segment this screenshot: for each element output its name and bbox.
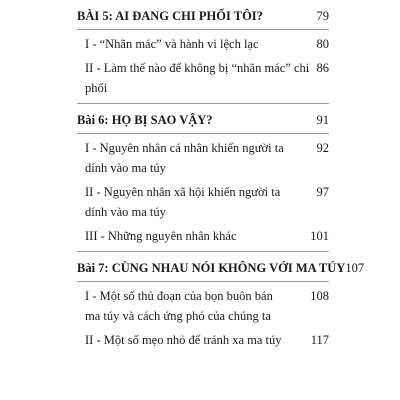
entry-page: 117 <box>310 333 329 347</box>
entry-title: I - “Nhãn mác” và hành vi lệch lạc <box>85 37 259 51</box>
chapter-title: Bài 7: CÙNG NHAU NÓI KHÔNG VỚI MA TÚY <box>77 261 346 275</box>
entry-page: 108 <box>310 289 329 303</box>
chapter-heading <box>77 0 329 24</box>
toc-entry <box>77 330 329 350</box>
entry-page: 80 <box>316 37 329 51</box>
toc-entry <box>77 58 329 98</box>
table-of-contents <box>77 0 365 350</box>
toc-section-6 <box>77 104 329 252</box>
toc-entry <box>77 138 329 178</box>
toc-entry <box>77 226 329 246</box>
entry-title: II - Làm thế nào để không bị “nhãn mác” chi phối <box>85 61 310 95</box>
entry-title: I - Một số thủ đoạn của bọn buôn bán ma túy và cách ứng phó của chúng ta <box>85 289 273 323</box>
chapter-rule <box>77 281 329 282</box>
entry-title: II - Một số mẹo nhỏ để tránh xa ma túy <box>85 333 282 347</box>
chapter-rule <box>77 29 329 30</box>
chapter-page: 107 <box>345 261 365 275</box>
chapter-page: 91 <box>316 113 329 127</box>
toc-entry <box>77 34 329 54</box>
chapter-page: 79 <box>316 9 329 23</box>
entry-title: I - Nguyên nhân cá nhân khiến người ta dính vào ma túy <box>85 141 284 175</box>
entry-page: 92 <box>316 141 329 155</box>
entry-title: II - Nguyên nhân xã hội khiến người ta dính vào ma túy <box>85 185 281 219</box>
chapter-heading <box>77 252 365 276</box>
entry-page: 101 <box>310 229 329 243</box>
chapter-title: BÀI 5: AI ĐANG CHI PHỐI TÔI? <box>77 9 263 23</box>
toc-section-7 <box>77 252 365 350</box>
entry-title: III - Những nguyên nhân khác <box>85 229 237 243</box>
chapter-title: Bài 6: HỌ BỊ SAO VẬY? <box>77 113 213 127</box>
chapter-rule <box>77 133 329 134</box>
entry-page: 86 <box>316 61 329 75</box>
toc-entry <box>77 182 329 222</box>
chapter-heading <box>77 104 329 128</box>
toc-entry <box>77 286 329 326</box>
toc-section-5 <box>77 0 329 104</box>
entry-page: 97 <box>316 185 329 199</box>
